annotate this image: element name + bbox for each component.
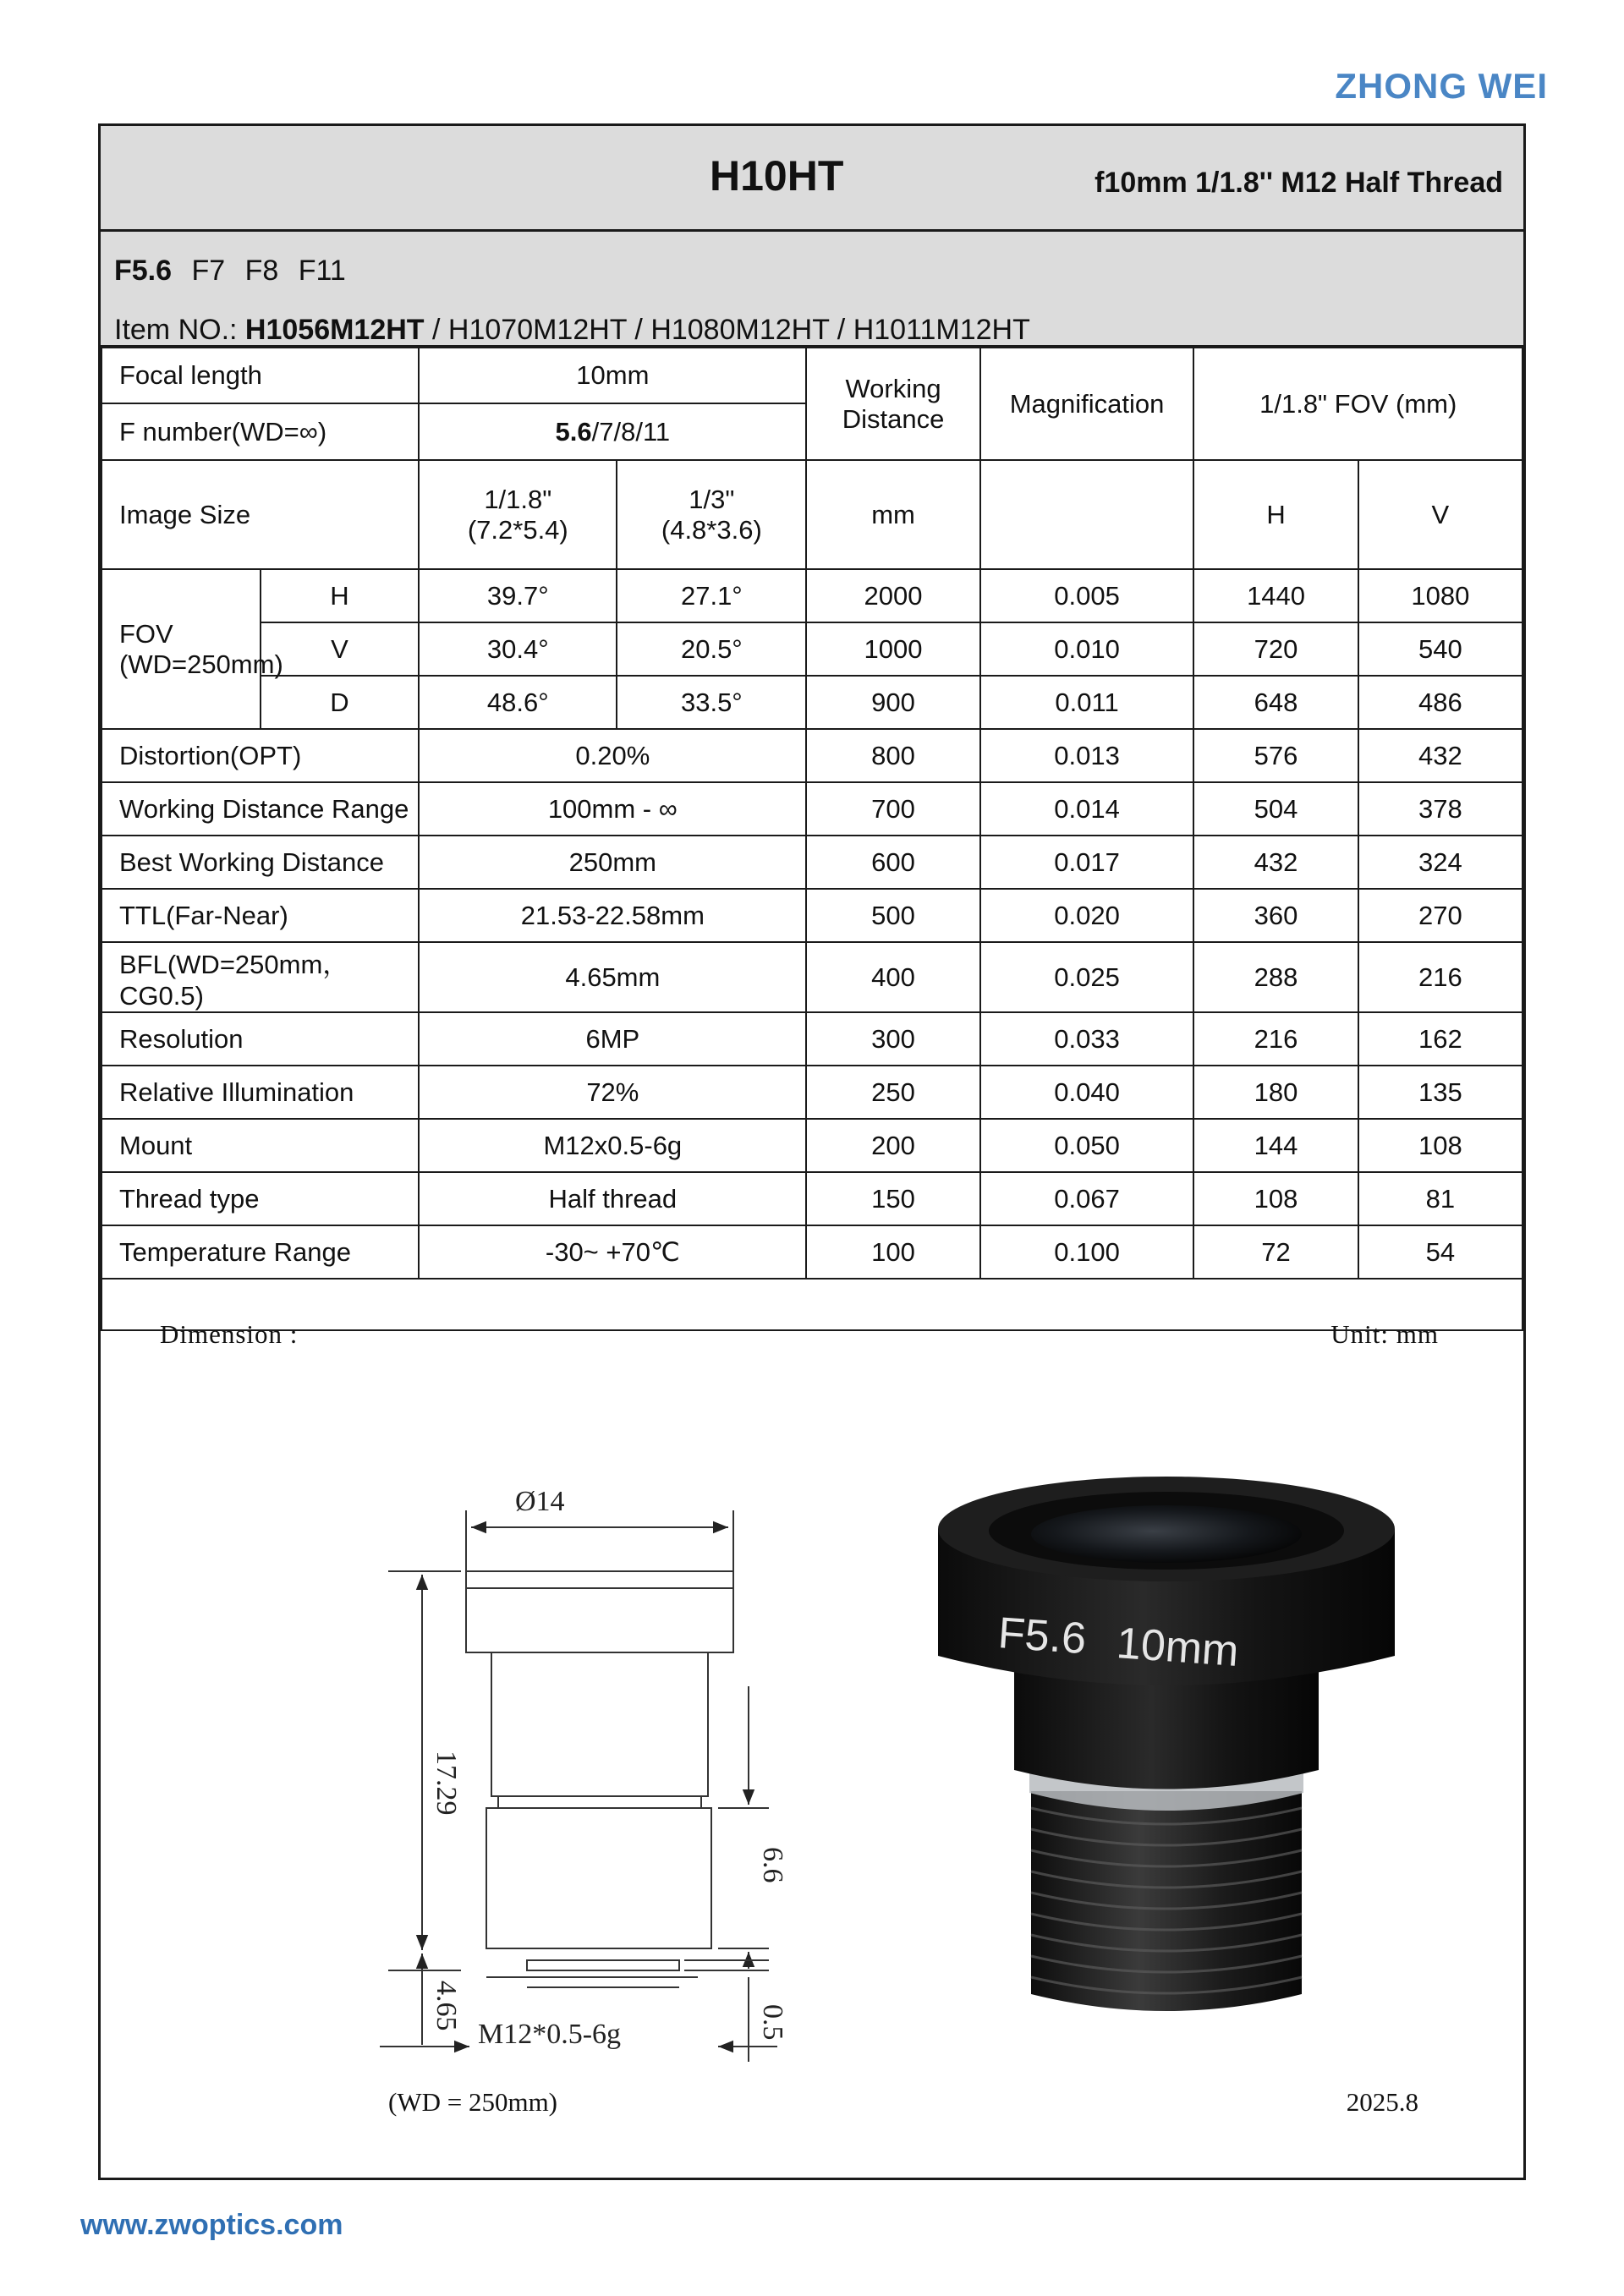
footer-url[interactable]: www.zwoptics.com (80, 2209, 343, 2241)
fov-axis: D (261, 676, 420, 729)
item-number: H1011M12HT (853, 314, 1030, 346)
param-label: Distortion(OPT) (102, 729, 419, 782)
param-value: 4.65mm (419, 942, 806, 1012)
f-number-rest: /7/8/11 (591, 416, 671, 447)
f-number-primary: 5.6 (555, 416, 592, 447)
lens-drawing (295, 1419, 786, 2079)
fov-v-value: 540 (1358, 622, 1522, 676)
fov-v-value: 54 (1358, 1225, 1522, 1279)
mag-value: 0.017 (980, 836, 1194, 889)
brand-logo: ZHONG WEI (1335, 66, 1548, 106)
fov-v-value: 162 (1358, 1012, 1522, 1066)
mag-value: 0.100 (980, 1225, 1194, 1279)
dimension-title: Dimension : (160, 1319, 299, 1349)
fov-angle: 27.1° (617, 569, 806, 622)
spec-table (101, 347, 1523, 1331)
param-value: 6MP (419, 1012, 806, 1066)
image-size-col2-line2: (4.8*3.6) (661, 514, 762, 545)
param-label: Relative Illumination (102, 1066, 419, 1119)
fov-v-value: 270 (1358, 889, 1522, 942)
thread-length-label: 6.6 (757, 1847, 788, 1883)
model-title: H10HT (710, 152, 844, 200)
magnification-unit-empty (980, 460, 1194, 569)
wd-value: 1000 (806, 622, 979, 676)
magnification-header: Magnification (980, 348, 1194, 460)
fov-angle: 20.5° (617, 622, 806, 676)
fov-h-value: 576 (1193, 729, 1358, 782)
image-size-col1-line2: (7.2*5.4) (467, 514, 568, 545)
fov-h-value: 720 (1193, 622, 1358, 676)
wd-value: 900 (806, 676, 979, 729)
mag-value: 0.005 (980, 569, 1194, 622)
wd-value: 500 (806, 889, 979, 942)
mag-value: 0.020 (980, 889, 1194, 942)
mag-value: 0.067 (980, 1172, 1194, 1225)
param-label: Mount (102, 1119, 419, 1172)
item-separator: / (626, 314, 651, 346)
fov-mm-header: 1/1.8" FOV (mm) (1193, 348, 1522, 460)
photo-label-aperture: F5.6 (996, 1608, 1089, 1664)
dimension-panel (101, 1292, 1523, 2178)
fov-h-value: 108 (1193, 1172, 1358, 1225)
fov-h-value: 648 (1193, 676, 1358, 729)
wd-unit: mm (806, 460, 979, 569)
fov-angle: 48.6° (419, 676, 617, 729)
fov-angle: 30.4° (419, 622, 617, 676)
param-label: BFL(WD=250mm，CG0.5) (102, 942, 419, 1012)
param-value: 21.53-22.58mm (419, 889, 806, 942)
fov-v-header: V (1358, 460, 1522, 569)
param-value: 250mm (419, 836, 806, 889)
param-label: Temperature Range (102, 1225, 419, 1279)
fov-axis: V (261, 622, 420, 676)
header-band (101, 126, 1523, 232)
working-distance-header (806, 348, 979, 460)
wd-value: 700 (806, 782, 979, 836)
fov-axis: H (261, 569, 420, 622)
wd-value: 200 (806, 1119, 979, 1172)
fov-h-value: 1440 (1193, 569, 1358, 622)
wd-value: 300 (806, 1012, 979, 1066)
wd-value: 400 (806, 942, 979, 1012)
item-prefix: Item NO.: (114, 314, 238, 346)
wd-value: 800 (806, 729, 979, 782)
wd-value: 600 (806, 836, 979, 889)
param-label: Best Working Distance (102, 836, 419, 889)
fov-v-value: 216 (1358, 942, 1522, 1012)
item-separator: / (424, 314, 448, 346)
param-label: Thread type (102, 1172, 419, 1225)
item-numbers (114, 314, 1030, 347)
param-value: Half thread (419, 1172, 806, 1225)
dimension-unit: Unit: mm (1330, 1319, 1439, 1349)
aperture-item: F7 (191, 255, 226, 287)
bfl-label: 4.65 (431, 1981, 462, 2031)
mag-value: 0.025 (980, 942, 1194, 1012)
f-number-value (419, 403, 806, 460)
item-number: H1070M12HT (447, 314, 627, 346)
fov-h-value: 360 (1193, 889, 1358, 942)
image-size-col2 (617, 460, 806, 569)
image-size-label: Image Size (102, 460, 419, 569)
thread-spec-label: M12*0.5-6g (478, 2019, 622, 2050)
mag-value: 0.014 (980, 782, 1194, 836)
fov-h-value: 72 (1193, 1225, 1358, 1279)
fov-v-value: 81 (1358, 1172, 1522, 1225)
fov-label: FOV (WD=250mm) (102, 569, 261, 729)
aperture-list (114, 255, 358, 288)
mag-value: 0.011 (980, 676, 1194, 729)
param-label: Resolution (102, 1012, 419, 1066)
item-number: H1056M12HT (244, 314, 425, 346)
image-size-col1-line1: 1/1.8" (484, 484, 552, 514)
photo-label-focal: 10mm (1115, 1619, 1241, 1677)
aperture-item: F8 (244, 255, 279, 287)
param-value: M12x0.5-6g (419, 1119, 806, 1172)
image-size-col1 (419, 460, 617, 569)
param-value: -30~ +70℃ (419, 1225, 806, 1279)
fov-v-value: 1080 (1358, 569, 1522, 622)
focal-length-label: Focal length (102, 348, 419, 403)
fov-angle: 39.7° (419, 569, 617, 622)
aperture-item: F11 (298, 255, 346, 287)
mag-value: 0.040 (980, 1066, 1194, 1119)
fov-h-value: 288 (1193, 942, 1358, 1012)
param-value: 0.20% (419, 729, 806, 782)
fov-v-value: 135 (1358, 1066, 1522, 1119)
fov-v-value: 108 (1358, 1119, 1522, 1172)
diameter-label: Ø14 (515, 1486, 565, 1517)
lens-photo (930, 1470, 1403, 2028)
wd-value: 100 (806, 1225, 979, 1279)
fov-v-value: 378 (1358, 782, 1522, 836)
fov-v-value: 432 (1358, 729, 1522, 782)
f-number-label: F number(WD=∞) (102, 403, 419, 460)
glass-label: 0.5 (757, 2004, 788, 2041)
fov-h-value: 180 (1193, 1066, 1358, 1119)
item-separator: / (829, 314, 853, 346)
wd-note: (WD = 250mm) (388, 2087, 558, 2117)
wd-value: 250 (806, 1066, 979, 1119)
param-label: TTL(Far-Near) (102, 889, 419, 942)
model-subtitle: f10mm 1/1.8'' M12 Half Thread (1095, 167, 1503, 199)
total-length-label: 17.29 (431, 1751, 462, 1816)
wd-value: 150 (806, 1172, 979, 1225)
aperture-item: F5.6 (114, 255, 173, 287)
fov-v-value: 486 (1358, 676, 1522, 729)
mag-value: 0.013 (980, 729, 1194, 782)
fov-h-value: 504 (1193, 782, 1358, 836)
mag-value: 0.010 (980, 622, 1194, 676)
wd-value: 2000 (806, 569, 979, 622)
param-label: Working Distance Range (102, 782, 419, 836)
wd-header-line2: Distance (842, 403, 945, 434)
fov-h-value: 432 (1193, 836, 1358, 889)
image-size-col2-line1: 1/3" (689, 484, 735, 514)
param-value: 72% (419, 1066, 806, 1119)
focal-length-value: 10mm (419, 348, 806, 403)
item-number: H1080M12HT (650, 314, 830, 346)
mag-value: 0.050 (980, 1119, 1194, 1172)
fov-h-header: H (1193, 460, 1358, 569)
fov-h-value: 144 (1193, 1119, 1358, 1172)
mag-value: 0.033 (980, 1012, 1194, 1066)
wd-header-line1: Working (845, 373, 941, 403)
revision-date: 2025.8 (1346, 2087, 1418, 2117)
fov-v-value: 324 (1358, 836, 1522, 889)
datasheet (98, 123, 1526, 2180)
fov-h-value: 216 (1193, 1012, 1358, 1066)
param-value: 100mm - ∞ (419, 782, 806, 836)
fov-angle: 33.5° (617, 676, 806, 729)
